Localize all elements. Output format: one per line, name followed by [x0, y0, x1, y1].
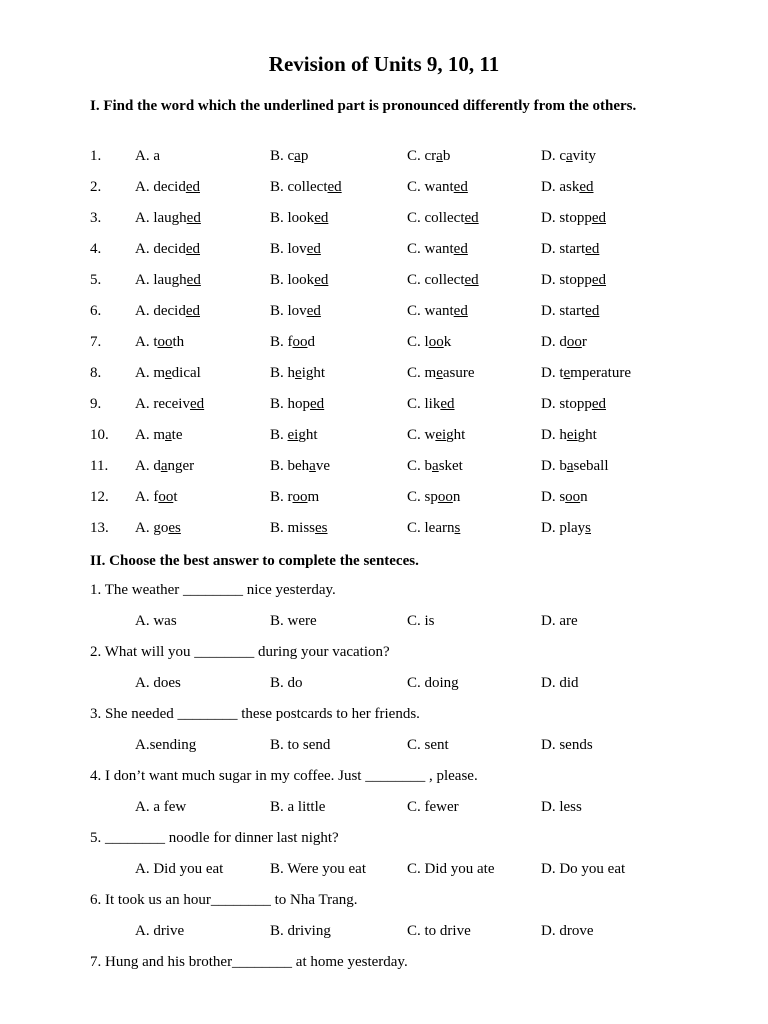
- question-number: 10.: [90, 427, 109, 443]
- answer-option: A. decided: [135, 303, 200, 319]
- question-row: [0, 148, 768, 170]
- question-number: 11.: [90, 458, 109, 474]
- answer-option: A. decided: [135, 179, 200, 195]
- question-row: [0, 272, 768, 294]
- answer-option: B. looked: [270, 272, 329, 288]
- underlined-part: ed: [464, 272, 479, 288]
- underlined-part: ed: [453, 303, 468, 319]
- answer-option: C. liked: [407, 396, 455, 412]
- answer-option: C. measure: [407, 365, 475, 381]
- answer-option: B. were: [270, 613, 317, 629]
- question-row: [0, 427, 768, 449]
- answer-option: D. sends: [541, 737, 593, 753]
- options-row: [0, 737, 768, 759]
- question-number: 2.: [90, 179, 102, 195]
- answer-option: C. basket: [407, 458, 463, 474]
- question-row: [0, 489, 768, 511]
- underlined-part: ed: [186, 272, 201, 288]
- underlined-part: s: [585, 520, 592, 536]
- question-row: [0, 241, 768, 263]
- answer-option: A. a: [135, 148, 161, 164]
- question-number: 3.: [90, 210, 102, 226]
- answer-option: C. collected: [407, 210, 479, 226]
- answer-option: C. wanted: [407, 179, 468, 195]
- answer-option: C. learns: [407, 520, 461, 536]
- question-row: [0, 458, 768, 480]
- underlined-part: s: [454, 520, 461, 536]
- answer-option: D. drove: [541, 923, 594, 939]
- question-number: 6.: [90, 303, 102, 319]
- question-number: 1.: [90, 148, 102, 164]
- underlined-part: oo: [565, 489, 581, 505]
- answer-option: A. danger: [135, 458, 195, 474]
- underlined-part: es: [168, 520, 181, 536]
- underlined-part: ed: [591, 272, 607, 288]
- underlined-part: ed: [185, 179, 200, 195]
- underlined-part: ed: [189, 396, 205, 412]
- answer-option: C. sent: [407, 737, 449, 753]
- answer-option: B. height: [270, 365, 326, 381]
- underlined-part: ed: [186, 210, 201, 226]
- question-number: 5.: [90, 272, 102, 288]
- answer-option: C. wanted: [407, 303, 468, 319]
- underlined-part: ed: [591, 210, 607, 226]
- underlined-part: a: [566, 148, 573, 164]
- answer-option: A.sending: [135, 737, 197, 753]
- underlined-part: ei: [566, 427, 578, 443]
- answer-option: D. did: [541, 675, 579, 691]
- underlined-part: ed: [314, 210, 329, 226]
- answer-option: B. to send: [270, 737, 331, 753]
- answer-option: A. received: [135, 396, 205, 412]
- answer-option: C. doing: [407, 675, 459, 691]
- answer-option: C. look: [407, 334, 452, 350]
- answer-option: A. foot: [135, 489, 178, 505]
- answer-option: D. temperature: [541, 365, 631, 381]
- answer-option: C. collected: [407, 272, 479, 288]
- underlined-part: ei: [287, 427, 299, 443]
- underlined-part: ed: [585, 241, 600, 257]
- answer-option: A. laughed: [135, 272, 201, 288]
- answer-option: A. Did you eat: [135, 861, 224, 877]
- answer-option: D. plays: [541, 520, 592, 536]
- answer-option: D. soon: [541, 489, 588, 505]
- answer-option: A. mate: [135, 427, 183, 443]
- underlined-part: a: [566, 458, 574, 474]
- answer-option: A. a few: [135, 799, 187, 815]
- underlined-part: oo: [292, 489, 308, 505]
- underlined-part: es: [315, 520, 328, 536]
- underlined-part: ed: [185, 241, 200, 257]
- answer-option: B. Were you eat: [270, 861, 366, 877]
- question-row: [0, 210, 768, 232]
- underlined-part: ed: [453, 241, 468, 257]
- answer-option: B. eight: [270, 427, 318, 443]
- underlined-part: ed: [306, 303, 321, 319]
- underlined-part: ed: [310, 396, 325, 412]
- answer-option: D. started: [541, 241, 600, 257]
- answer-option: D. stopped: [541, 396, 607, 412]
- underlined-part: a: [294, 148, 301, 164]
- underlined-part: e: [563, 365, 571, 381]
- underlined-part: e: [295, 365, 302, 381]
- answer-option: A. goes: [135, 520, 181, 536]
- answer-option: D. door: [541, 334, 587, 350]
- question-row: [0, 396, 768, 418]
- answer-option: A. drive: [135, 923, 185, 939]
- question-text: 5. ________ noodle for dinner last night?: [90, 830, 339, 846]
- answer-option: B. looked: [270, 210, 329, 226]
- answer-option: D. height: [541, 427, 597, 443]
- underlined-part: ei: [435, 427, 447, 443]
- underlined-part: e: [436, 365, 443, 381]
- underlined-part: ed: [185, 303, 200, 319]
- underlined-part: oo: [437, 489, 453, 505]
- answer-option: D. stopped: [541, 272, 607, 288]
- question-number: 8.: [90, 365, 102, 381]
- answer-option: B. cap: [270, 148, 309, 164]
- underlined-part: ed: [327, 179, 342, 195]
- answer-option: D. are: [541, 613, 578, 629]
- answer-option: A. decided: [135, 241, 200, 257]
- answer-option: A. laughed: [135, 210, 201, 226]
- question-text: 3. She needed ________ these postcards to her friends.: [90, 706, 420, 722]
- options-row: [0, 861, 768, 883]
- options-row: [0, 923, 768, 945]
- answer-option: C. to drive: [407, 923, 471, 939]
- underlined-part: a: [165, 427, 172, 443]
- answer-option: B. behave: [270, 458, 331, 474]
- question-row: [0, 303, 768, 325]
- underlined-part: ed: [314, 272, 329, 288]
- answer-option: B. loved: [270, 303, 321, 319]
- answer-option: C. Did you ate: [407, 861, 495, 877]
- underlined-part: a: [436, 148, 443, 164]
- answer-option: A. does: [135, 675, 181, 691]
- answer-option: D. cavity: [541, 148, 597, 164]
- answer-option: A. tooth: [135, 334, 185, 350]
- underlined-part: oo: [157, 334, 173, 350]
- question-row: [0, 365, 768, 387]
- underlined-part: ed: [440, 396, 455, 412]
- answer-option: B. hoped: [270, 396, 325, 412]
- answer-option: B. room: [270, 489, 320, 505]
- underlined-part: a: [309, 458, 316, 474]
- answer-option: B. do: [270, 675, 303, 691]
- answer-option: A. was: [135, 613, 177, 629]
- question-text: 7. Hung and his brother________ at home yesterday.: [90, 954, 408, 970]
- answer-option: D. less: [541, 799, 582, 815]
- question-row: [0, 520, 768, 542]
- underlined-part: oo: [158, 489, 174, 505]
- underlined-part: ed: [306, 241, 321, 257]
- page-title: Revision of Units 9, 10, 11: [268, 52, 500, 76]
- underlined-part: ed: [464, 210, 479, 226]
- question-text: 6. It took us an hour________ to Nha Trang.: [90, 892, 358, 908]
- underlined-part: e: [165, 365, 172, 381]
- answer-option: D. baseball: [541, 458, 609, 474]
- underlined-part: a: [432, 458, 439, 474]
- underlined-part: ed: [579, 179, 594, 195]
- answer-option: C. is: [407, 613, 435, 629]
- question-text: 4. I don’t want much sugar in my coffee. Just ________ , please.: [90, 768, 478, 784]
- underlined-part: oo: [292, 334, 308, 350]
- answer-option: B. a little: [270, 799, 326, 815]
- question-number: 4.: [90, 241, 102, 257]
- question-number: 9.: [90, 396, 102, 412]
- underlined-part: ed: [453, 179, 468, 195]
- answer-option: D. Do you eat: [541, 861, 626, 877]
- section-1-heading: I. Find the word which the underlined part is pronounced differently from the others.: [90, 98, 637, 114]
- question-number: 13.: [90, 520, 109, 536]
- question-number: 12.: [90, 489, 109, 505]
- question-row: [0, 334, 768, 356]
- answer-option: C. wanted: [407, 241, 468, 257]
- underlined-part: a: [160, 458, 168, 474]
- answer-option: B. collected: [270, 179, 342, 195]
- question-number: 7.: [90, 334, 102, 350]
- answer-option: C. crab: [407, 148, 451, 164]
- answer-option: B. food: [270, 334, 315, 350]
- answer-option: D. started: [541, 303, 600, 319]
- answer-option: D. asked: [541, 179, 594, 195]
- answer-option: B. misses: [270, 520, 328, 536]
- underlined-part: ed: [591, 396, 607, 412]
- answer-option: A. medical: [135, 365, 201, 381]
- section-2-heading: II. Choose the best answer to complete the senteces.: [90, 553, 419, 569]
- underlined-part: oo: [428, 334, 444, 350]
- answer-option: C. spoon: [407, 489, 461, 505]
- underlined-part: ed: [585, 303, 600, 319]
- question-text: 2. What will you ________ during your vacation?: [90, 644, 390, 660]
- options-row: [0, 613, 768, 635]
- answer-option: D. stopped: [541, 210, 607, 226]
- question-row: [0, 179, 768, 201]
- answer-option: C. fewer: [407, 799, 459, 815]
- answer-option: B. loved: [270, 241, 321, 257]
- underlined-part: oo: [566, 334, 582, 350]
- options-row: [0, 799, 768, 821]
- answer-option: C. weight: [407, 427, 466, 443]
- question-text: 1. The weather ________ nice yesterday.: [90, 582, 336, 598]
- answer-option: B. driving: [270, 923, 331, 939]
- options-row: [0, 675, 768, 697]
